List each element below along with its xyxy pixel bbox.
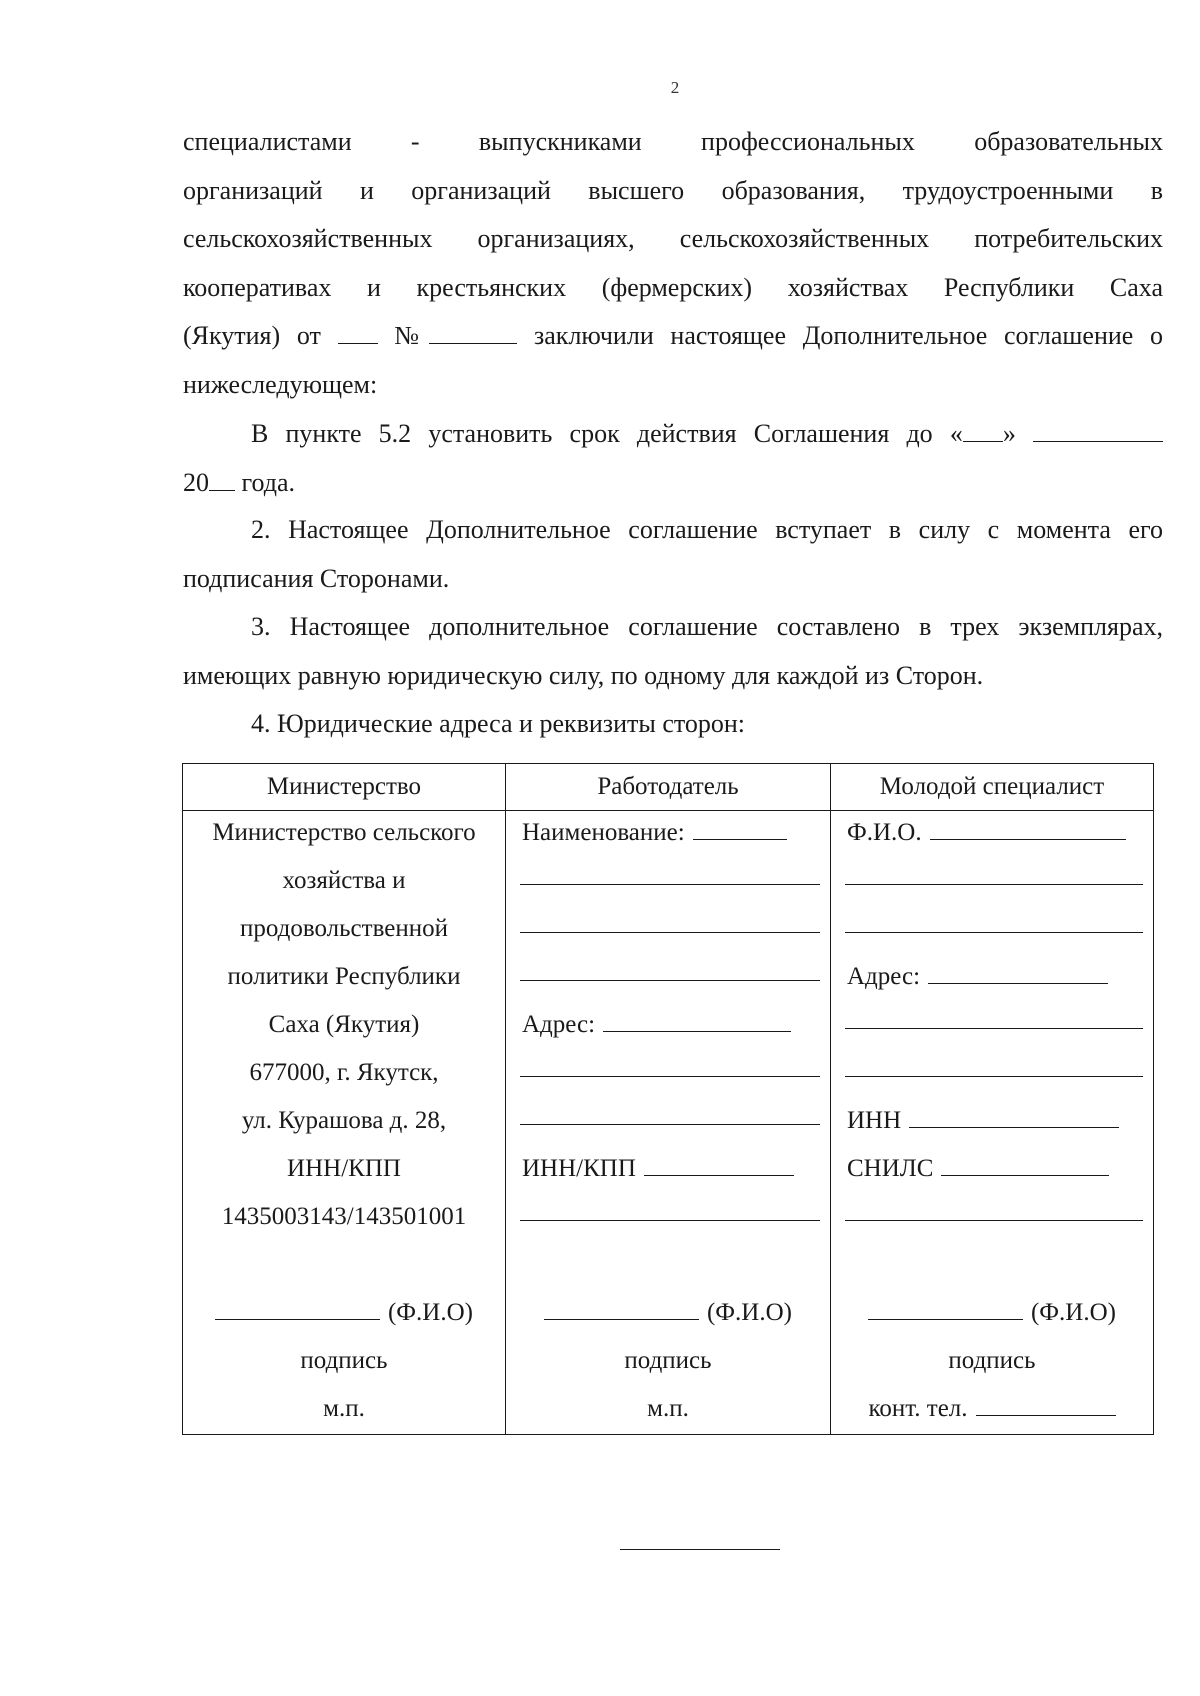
specialist-address-line xyxy=(831,960,1153,994)
fill-line xyxy=(845,1220,1143,1221)
ministry-line: хозяйства и xyxy=(282,867,406,894)
paragraph-4 xyxy=(183,700,1163,749)
page-number: 2 xyxy=(670,78,680,97)
intro-line: сельскохозяйственных организациях, сельскохозяйственных потребительских xyxy=(183,224,1163,253)
name-label: Наименование: xyxy=(522,819,685,846)
fill-line xyxy=(520,932,820,933)
signature-blank xyxy=(868,1299,1023,1320)
employer-inn-line xyxy=(506,1152,830,1186)
header-specialist: Молодой специалист xyxy=(879,773,1105,800)
stamp-label: м.п. xyxy=(323,1395,365,1422)
intro-line: нижеследующем: xyxy=(183,369,378,399)
employer-column xyxy=(506,764,830,1434)
address-blank xyxy=(928,963,1108,984)
intro-paragraph xyxy=(183,118,1163,409)
signature-blank xyxy=(215,1299,380,1320)
signature-label: подпись xyxy=(300,1347,388,1374)
address-blank xyxy=(603,1011,791,1032)
header-employer: Работодатель xyxy=(597,773,739,800)
snils-label: СНИЛС xyxy=(847,1155,934,1182)
signature-label: подпись xyxy=(948,1347,1036,1374)
year-prefix: 20 xyxy=(183,467,209,497)
footer-divider xyxy=(620,1549,780,1550)
p4-text: 4. Юридические адреса и реквизиты сторон: xyxy=(251,709,746,738)
p2-line2: подписания Сторонами. xyxy=(183,563,450,593)
intro-line-text: заключили настоящее Дополнительное соглашение о xyxy=(534,321,1164,350)
specialist-snils-line xyxy=(831,1152,1153,1186)
p1-quote: » xyxy=(1002,419,1016,448)
ministry-column xyxy=(183,764,505,1434)
p2-line1: 2. Настоящее Дополнительное соглашение вступает в силу с момента его xyxy=(251,515,1163,544)
stamp-label: м.п. xyxy=(647,1395,689,1422)
phone-blank xyxy=(976,1395,1116,1416)
signature-blank xyxy=(544,1299,699,1320)
inn-kpp-blank xyxy=(644,1155,794,1176)
fill-line xyxy=(520,1220,820,1221)
intro-line: специалистами - выпускниками профессиональных образовательных xyxy=(183,127,1163,156)
signature-label: подпись xyxy=(624,1347,712,1374)
employer-signature-line xyxy=(506,1296,830,1330)
year-suffix: года. xyxy=(235,467,296,497)
phone-line xyxy=(831,1392,1153,1426)
header-ministry: Министерство xyxy=(266,773,422,800)
p3-line1: 3. Настоящее дополнительное соглашение составлено в трех экземплярах, xyxy=(251,612,1163,641)
year-blank xyxy=(209,470,235,491)
inn-label: ИНН xyxy=(847,1107,902,1134)
fill-line xyxy=(520,1076,820,1077)
name-blank xyxy=(693,819,787,840)
specialist-signature-line xyxy=(831,1296,1153,1330)
fill-line xyxy=(845,1076,1143,1077)
fio-blank xyxy=(930,819,1126,840)
specialist-fio-line xyxy=(831,816,1153,850)
employer-address-line xyxy=(506,1008,830,1042)
intro-line-text: (Якутия) от xyxy=(183,321,321,350)
fill-line xyxy=(520,1124,820,1125)
paragraph-2 xyxy=(183,506,1163,603)
fill-line xyxy=(520,884,820,885)
specialist-column xyxy=(831,764,1153,1434)
fio-label: (Ф.И.О) xyxy=(1030,1299,1116,1326)
intro-line xyxy=(183,312,1163,361)
fill-line xyxy=(520,980,820,981)
fill-line xyxy=(845,932,1143,933)
p1-text: В пункте 5.2 установить срок действия Соглашения до « xyxy=(251,419,963,448)
paragraph-3 xyxy=(183,603,1163,700)
ministry-line: 1435003143/143501001 xyxy=(221,1203,467,1230)
ministry-line: политики Республики xyxy=(227,963,461,990)
ministry-line: 677000, г. Якутск, xyxy=(249,1059,439,1086)
ministry-line: ИНН/КПП xyxy=(287,1155,401,1182)
fill-line xyxy=(845,1028,1143,1029)
ministry-line: ул. Курашова д. 28, xyxy=(241,1107,447,1134)
snils-blank xyxy=(941,1155,1109,1176)
ministry-line: Министерство сельского xyxy=(212,819,476,846)
fill-line xyxy=(845,884,1143,885)
ministry-line: Саха (Якутия) xyxy=(268,1011,420,1038)
intro-line: кооперативах и крестьянских (фермерских) хозяйствах Республики Саха xyxy=(183,272,1163,302)
address-label: Адрес: xyxy=(847,963,921,990)
inn-blank xyxy=(909,1107,1119,1128)
address-label: Адрес: xyxy=(522,1011,596,1038)
month-blank xyxy=(1033,421,1163,442)
fio-label: (Ф.И.О) xyxy=(706,1299,792,1326)
inn-kpp-label: ИНН/КПП xyxy=(522,1155,636,1182)
fio-label: (Ф.И.О) xyxy=(387,1299,473,1326)
phone-label: конт. тел. xyxy=(868,1395,968,1422)
employer-name-line xyxy=(506,816,830,850)
fio-field-label: Ф.И.О. xyxy=(847,819,922,846)
ministry-line: продовольственной xyxy=(240,915,448,942)
p3-line2: имеющих равную юридическую силу, по одному для каждой из Сторон. xyxy=(183,660,984,690)
intro-line: организаций и организаций высшего образования, трудоустроенными в xyxy=(183,175,1163,205)
requisites-table xyxy=(182,763,1154,1435)
number-sign: № xyxy=(394,321,430,350)
day-blank xyxy=(963,421,1003,442)
ministry-signature-line xyxy=(183,1296,505,1330)
paragraph-1 xyxy=(183,410,1163,507)
number-blank xyxy=(429,323,517,344)
specialist-inn-line xyxy=(831,1104,1153,1138)
date-blank xyxy=(338,323,378,344)
